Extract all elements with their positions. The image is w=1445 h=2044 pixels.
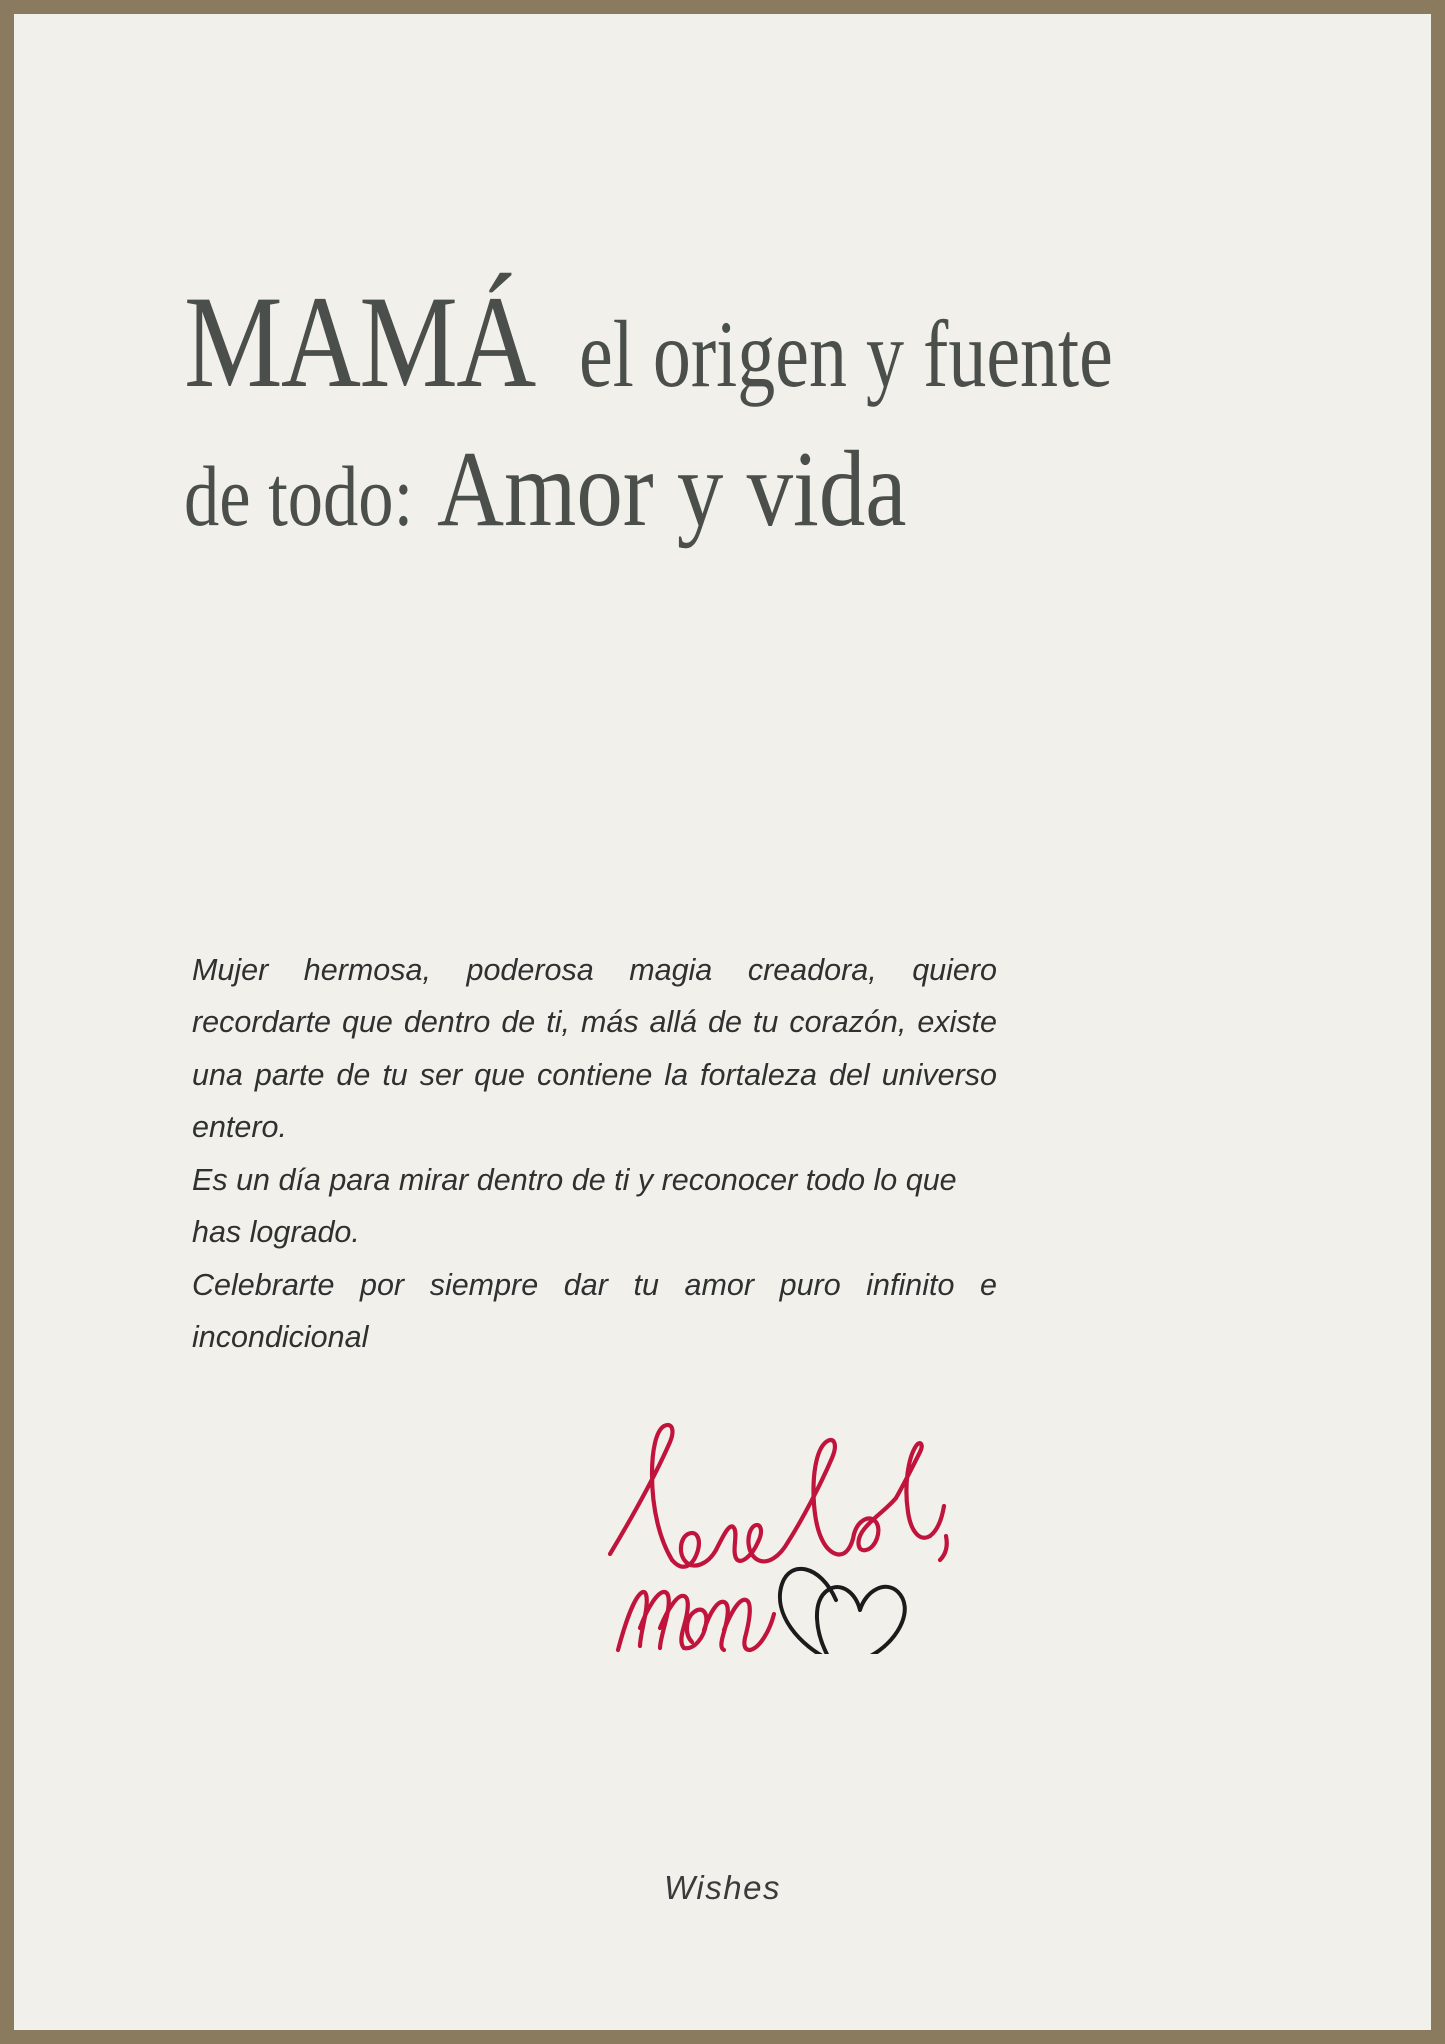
title-word-mama: MAMÁ — [184, 268, 535, 415]
greeting-card — [14, 14, 1431, 2030]
signature-block — [574, 1414, 1004, 1654]
message-paragraph-3: Celebrarte por siempre dar tu amor puro infinito e incondicional — [192, 1267, 997, 1355]
message-body — [192, 944, 997, 1364]
title-word-origen: el origen y fuente — [579, 301, 1114, 407]
message-paragraph-1: Mujer hermosa, poderosa magia creadora, quiero recordarte que dentro de ti, más allá de tu corazón, existe una parte de tu ser que contiene la fortaleza del universo entero. — [192, 953, 997, 1145]
title-line-1 — [184, 268, 1264, 415]
title-word-de-todo: de todo: — [184, 448, 414, 544]
brand-name: Wishes — [664, 1869, 781, 1906]
heart-outline-icon — [780, 1569, 905, 1654]
message-paragraph-2: Es un día para mirar dentro de ti y reconocer todo lo que has logrado. — [192, 1162, 957, 1250]
page-title — [184, 268, 1264, 549]
title-word-amor-y-vida: Amor y vida — [437, 430, 907, 549]
title-line-2 — [184, 430, 1264, 549]
signature-handwriting — [574, 1414, 1004, 1654]
